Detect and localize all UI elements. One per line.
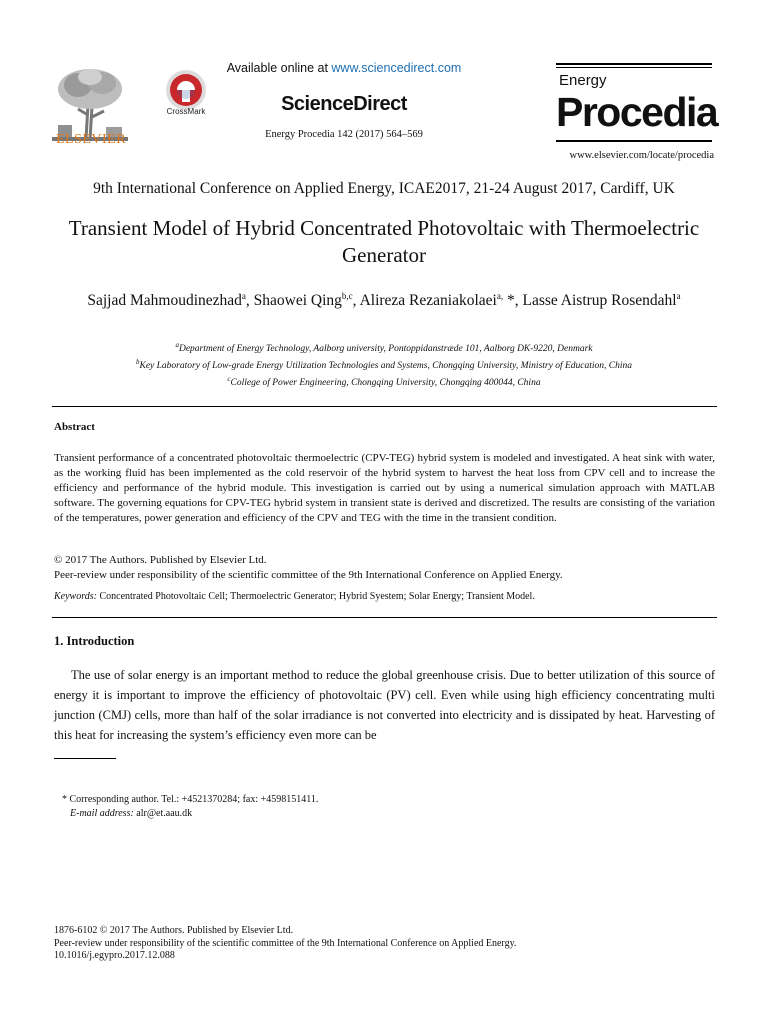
journal-logo-procedia: Procedia xyxy=(556,89,718,135)
affiliation-list xyxy=(40,339,728,390)
abstract-top-rule xyxy=(52,406,717,407)
author-name: Lasse Aistrup Rosendahl xyxy=(522,292,677,310)
journal-logo-rule xyxy=(556,67,712,68)
journal-logo-energy: Energy xyxy=(559,72,607,89)
available-prefix: Available online at xyxy=(226,61,332,75)
affiliation-text: Department of Energy Technology, Aalborg university, Pontoppidanstræde 101, Aalborg DK-9220, Denmark xyxy=(178,344,593,355)
conference-line: 9th International Conference on Applied Energy, ICAE2017, 21-24 August 2017, Cardiff, UK xyxy=(93,180,675,197)
paper-title: Transient Model of Hybrid Concentrated Photovoltaic with Thermoelectric Generator xyxy=(68,216,700,267)
affiliation-item xyxy=(40,373,728,390)
author-name: Sajjad Mahmoudinezhad xyxy=(87,292,242,310)
affiliation-item xyxy=(40,339,728,356)
publication-info-footer xyxy=(54,925,715,963)
author-name: Alireza Rezaniakolaei xyxy=(359,292,497,310)
keywords-label: Keywords: xyxy=(54,591,97,602)
affiliation-mark: b xyxy=(136,358,140,367)
abstract-heading: Abstract xyxy=(54,421,95,433)
section-heading-introduction: 1. Introduction xyxy=(54,634,135,648)
sciencedirect-link[interactable]: www.sciencedirect.com xyxy=(331,61,462,75)
author-affil-mark: a xyxy=(241,291,246,301)
journal-url[interactable]: www.elsevier.com/locate/procedia xyxy=(569,150,714,161)
introduction-body: The use of solar energy is an important method to reduce the global greenhouse crisis. Due to better utilization of this source of energy it is important to improve the efficiency of photovoltaic (PV) cell. Even while using high efficiency concentrating multi junction (CMJ) cells, more than half of the solar irradiance is not converted into electricity and is dissipated by heat. Harvesting of this heat for increasing the system’s efficiency even more can be xyxy=(54,668,715,742)
copyright-line: © 2017 The Authors. Published by Elsevier Ltd. xyxy=(54,554,267,566)
author-list xyxy=(60,286,708,311)
footnote-rule xyxy=(54,758,116,759)
available-online-line xyxy=(210,61,478,75)
email-address[interactable]: alr@et.aau.dk xyxy=(133,808,193,819)
crossmark-label: CrossMark xyxy=(166,107,206,116)
affiliation-mark: c xyxy=(227,375,231,384)
journal-logo-rule xyxy=(556,63,712,65)
elsevier-wordmark: ELSEVIER xyxy=(55,132,127,147)
sciencedirect-logo: ScienceDirect xyxy=(281,93,407,115)
affiliation-text: Key Laboratory of Low-grade Energy Utilization Technologies and Systems, Chongqing University, Ministry of Education, China xyxy=(139,361,632,372)
keywords-text: Concentrated Photovoltaic Cell; Thermoelectric Generator; Hybrid Syestem; Solar Energy; Transient Model. xyxy=(96,591,535,602)
author-separator: , xyxy=(352,292,360,310)
corresponding-author-footnote: * Corresponding author. Tel.: +4521370284; fax: +4598151411. xyxy=(62,794,319,805)
affiliation-mark: a xyxy=(175,341,179,349)
author-affil-mark: a, xyxy=(496,291,504,301)
email-footnote xyxy=(70,808,192,819)
author-separator: *, xyxy=(503,292,523,310)
author-affil-mark: a xyxy=(676,291,681,301)
crossmark-icon[interactable] xyxy=(164,68,208,112)
author-name: Shaowei Qing xyxy=(253,292,342,310)
journal-reference: Energy Procedia 142 (2017) 564–569 xyxy=(265,129,423,140)
footer-peer-review-line: Peer-review under responsibility of the scientific committee of the 9th International Conference on Applied Energy. xyxy=(54,937,517,949)
email-label: E-mail address: xyxy=(70,808,134,819)
peer-review-line: Peer-review under responsibility of the scientific committee of the 9th International Conference on Applied Energy. xyxy=(54,568,563,581)
affiliation-text: College of Power Engineering, Chongqing University, Chongqing 400044, China xyxy=(230,378,541,389)
keywords-line xyxy=(54,591,715,602)
doi-line[interactable]: 10.1016/j.egypro.2017.12.088 xyxy=(54,950,175,961)
abstract-bottom-rule xyxy=(52,617,717,618)
abstract-copyright xyxy=(54,553,715,582)
abstract-body: Transient performance of a concentrated photovoltaic thermoelectric (CPV-TEG) hybrid system is modeled and investigated. A heat sink with water, as the working fluid has been implemented as the cold reservoir of the hybrid system to harvest the heat loss from CPV cell and to increase the efficiency and performance of the hybrid module. This investigation is carried out by using a numerical simulation approach with MATLAB software. The governing equations for CPV-TEG hybrid system in transient state is derived and discretized. The results are consisting of the variation of the temperatures, power generation and efficiency of the CPV and TEG with the time in the transient condition. xyxy=(54,452,715,524)
affiliation-item xyxy=(40,356,728,373)
author-separator: , xyxy=(245,292,254,310)
author-affil-mark: b,c xyxy=(341,291,353,301)
journal-logo-rule xyxy=(556,140,712,142)
issn-line: 1876-6102 © 2017 The Authors. Published by Elsevier Ltd. xyxy=(54,925,294,936)
